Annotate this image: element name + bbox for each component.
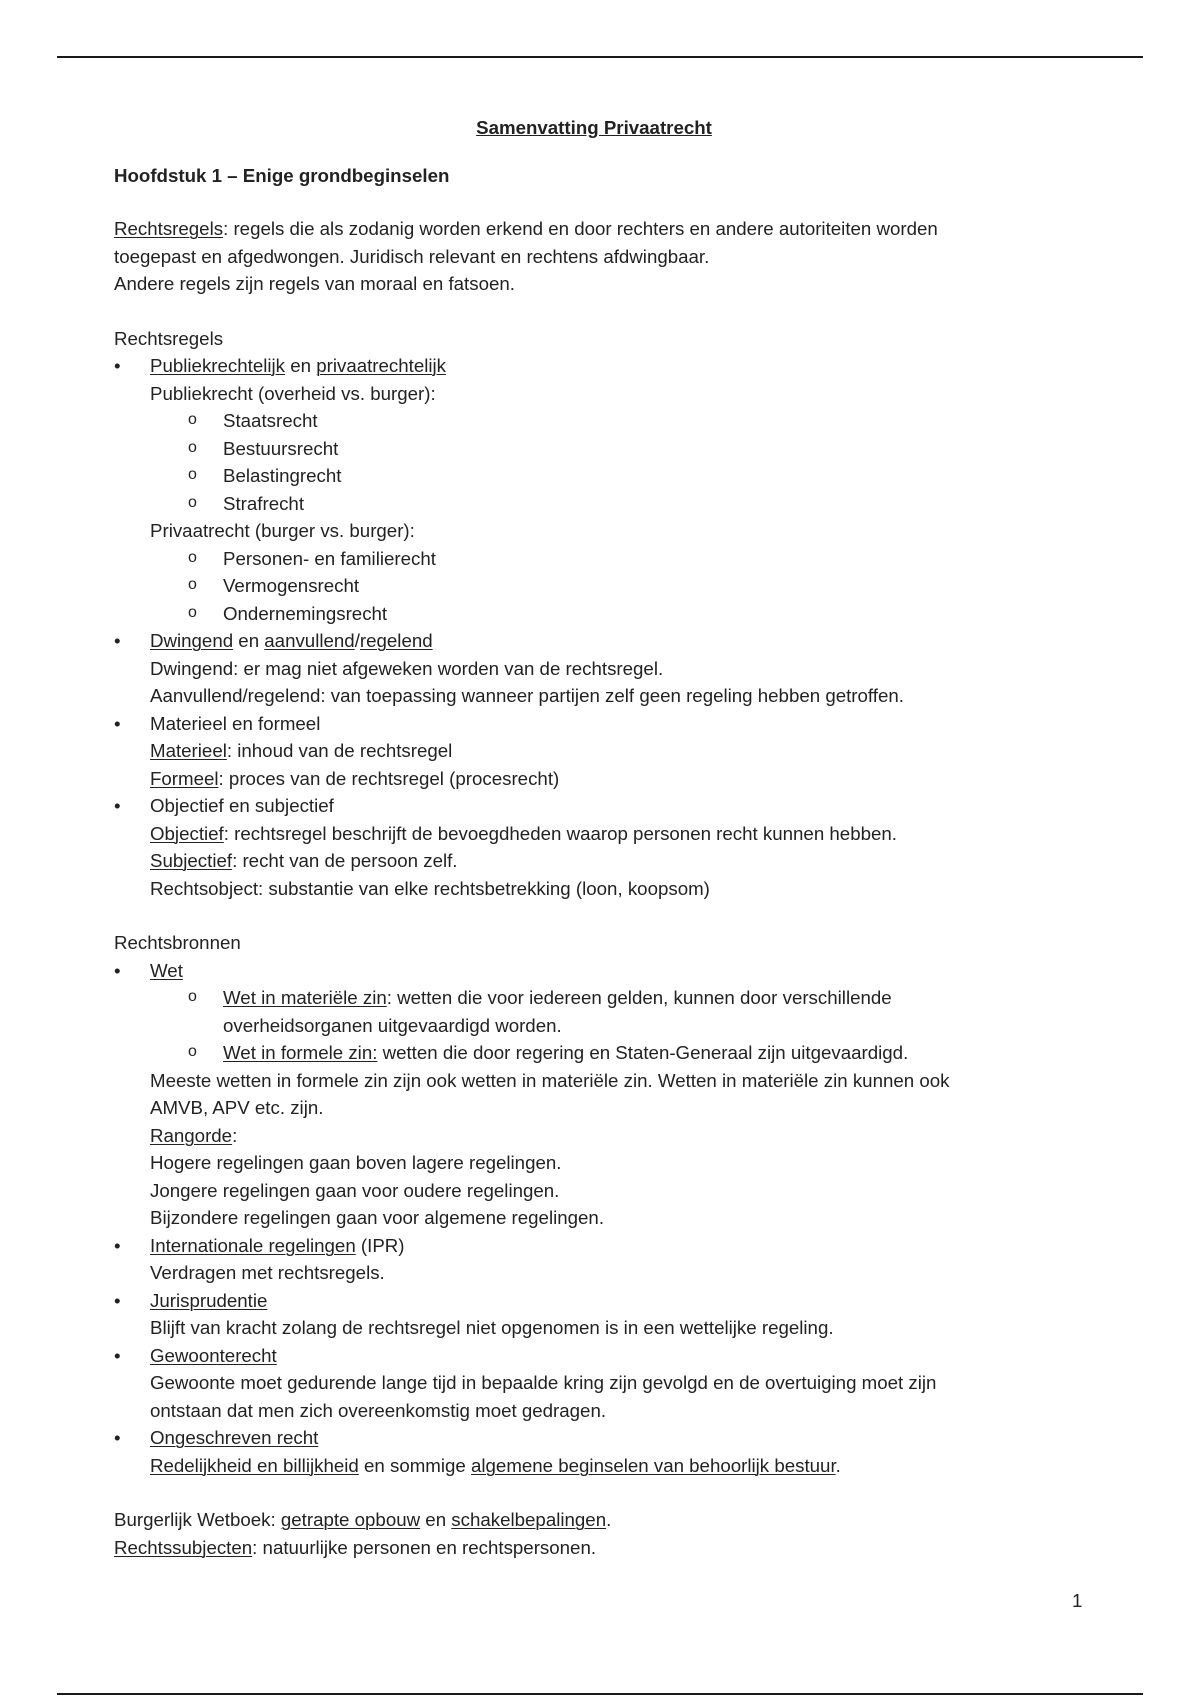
sub-item: o Strafrecht	[114, 490, 1074, 518]
document-title: Samenvatting Privaatrecht	[476, 117, 712, 138]
gewoonterecht-line-1: Gewoonte moet gedurende lange tijd in bepaalde kring zijn gevolgd en de overtuiging moet zijn	[150, 1372, 937, 1393]
chapter-heading: Hoofdstuk 1 – Enige grondbeginselen	[114, 164, 450, 186]
rangorde-label: Rangorde:	[150, 1124, 238, 1146]
sub-item: o Personen- en familierecht	[114, 545, 1074, 573]
list-rechtsregels	[114, 352, 1074, 902]
dwingend-line-1: Dwingend: er mag niet afgeweken worden van de rechtsregel.	[150, 657, 664, 679]
bullet-publiek-privaat: • Publiekrechtelijk en privaatrechtelijk	[114, 352, 1074, 380]
gewoonterecht-line-2: ontstaan dat men zich overeenkomstig moet gedragen.	[150, 1399, 607, 1421]
publiekrecht-label: Publiekrecht (overheid vs. burger):	[150, 382, 436, 404]
list-rechtsbronnen	[114, 957, 1074, 1480]
sub-item: o Vermogensrecht	[114, 572, 1074, 600]
bullet-objectief: • Objectief en subjectief	[114, 792, 1074, 820]
bullet-dwingend: • Dwingend en aanvullend/regelend	[114, 627, 1074, 655]
materieel-line: Materieel: inhoud van de rechtsregel	[150, 740, 453, 761]
sub-item: o Staatsrecht	[114, 407, 1074, 435]
rangorde-line-1: Hogere regelingen gaan boven lagere regelingen.	[150, 1152, 562, 1173]
bw-line: Burgerlijk Wetboek: getrapte opbouw en schakelbepalingen.	[114, 1509, 612, 1530]
ongeschreven-line: Redelijkheid en billijkheid en sommige algemene beginselen van behoorlijk bestuur.	[150, 1454, 841, 1476]
bullet-materieel: • Materieel en formeel	[114, 710, 1074, 738]
objectief-line: Objectief: rechtsregel beschrijft de bevoegdheden waarop personen recht kunnen hebben.	[150, 822, 897, 844]
rechtsobject-line: Rechtsobject: substantie van elke rechtsbetrekking (loon, koopsom)	[150, 877, 710, 899]
section-rechtsbronnen: Rechtsbronnen	[114, 932, 241, 953]
bullet-wet: • Wet	[114, 957, 1074, 985]
intro-paragraph	[114, 215, 1074, 298]
intro-line-1: : regels die als zodanig worden erkend en door rechters en andere autoriteiten worden	[223, 218, 938, 239]
section-rechtsregels: Rechtsregels	[114, 327, 224, 349]
wet-paragraph-line-2: AMVB, APV etc. zijn.	[150, 1097, 324, 1118]
header-rule	[57, 56, 1143, 58]
footer-rule	[57, 1693, 1143, 1695]
bullet-jurisprudentie: • Jurisprudentie	[114, 1287, 1074, 1315]
sub-item-materiele-zin: o Wet in materiële zin: wetten die voor iedereen gelden, kunnen door verschillende	[114, 984, 1074, 1012]
sub-item: o Belastingrecht	[114, 462, 1074, 490]
rechtssubjecten-line: Rechtssubjecten: natuurlijke personen en rechtspersonen.	[114, 1536, 597, 1558]
sub-item: o Bestuursrecht	[114, 435, 1074, 463]
page-number: 1	[1072, 1590, 1083, 1611]
formeel-line: Formeel: proces van de rechtsregel (procesrecht)	[150, 767, 560, 789]
jurisprudentie-line: Blijft van kracht zolang de rechtsregel niet opgenomen is in een wettelijke regeling.	[150, 1317, 834, 1338]
dwingend-line-2: Aanvullend/regelend: van toepassing wanneer partijen zelf geen regeling hebben getroffen.	[150, 685, 904, 706]
materiele-zin-cont: overheidsorganen uitgevaardigd worden.	[223, 1014, 562, 1036]
intro-line-2: toegepast en afgedwongen. Juridisch relevant en rechtens afdwingbaar.	[114, 245, 710, 267]
rangorde-line-3: Bijzondere regelingen gaan voor algemene regelingen.	[150, 1207, 605, 1228]
internationale-line: Verdragen met rechtsregels.	[150, 1262, 385, 1283]
intro-line-3: Andere regels zijn regels van moraal en fatsoen.	[114, 273, 515, 294]
rangorde-line-2: Jongere regelingen gaan voor oudere regelingen.	[150, 1179, 560, 1201]
document-page	[114, 114, 1074, 1561]
term-rechtsregels: Rechtsregels	[114, 218, 224, 239]
subjectief-line: Subjectief: recht van de persoon zelf.	[150, 850, 458, 871]
privaatrecht-label: Privaatrecht (burger vs. burger):	[150, 520, 415, 541]
bullet-gewoonterecht: • Gewoonterecht	[114, 1342, 1074, 1370]
bullet-internationale-regelingen: • Internationale regelingen (IPR)	[114, 1232, 1074, 1260]
sub-item: o Ondernemingsrecht	[114, 600, 1074, 628]
wet-paragraph-line-1: Meeste wetten in formele zin zijn ook wetten in materiële zin. Wetten in materiële zin kunnen ook	[150, 1069, 950, 1091]
sub-item-formele-zin: o Wet in formele zin: wetten die door regering en Staten-Generaal zijn uitgevaardigd.	[114, 1039, 1074, 1067]
bullet-ongeschreven-recht: • Ongeschreven recht	[114, 1424, 1074, 1452]
